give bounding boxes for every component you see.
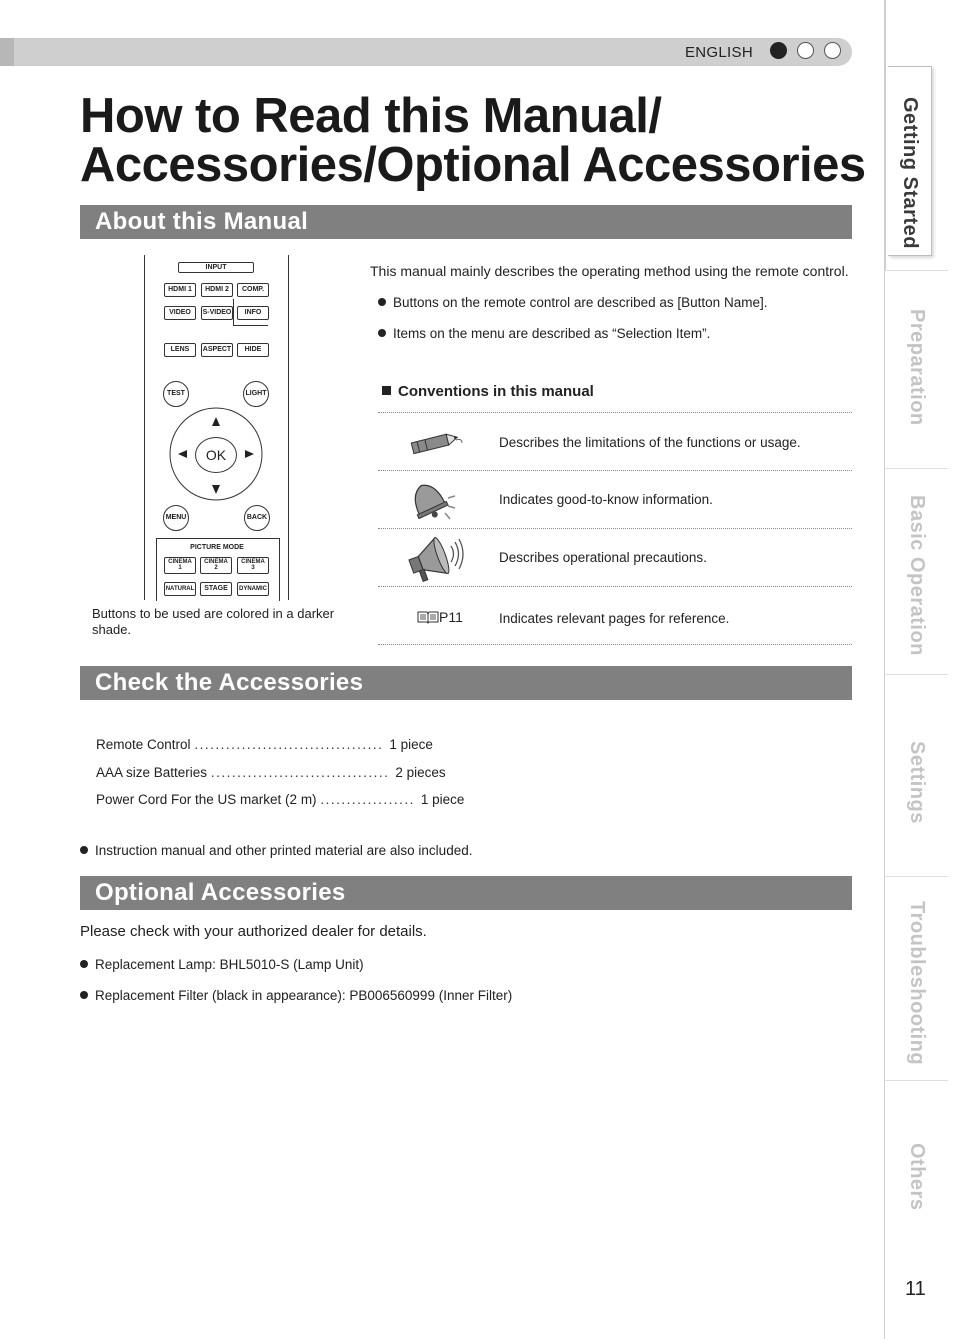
accessory-row: [96, 737, 546, 752]
optional-item-1-text: Replacement Lamp: BHL5010-S (Lamp Unit): [95, 957, 364, 972]
convention-text-2: Indicates good-to-know information.: [499, 492, 713, 507]
accessory-quantity: 1 piece: [389, 737, 433, 752]
section-heading-accessories: [80, 666, 852, 700]
conventions-divider: [378, 470, 852, 471]
remote-button-hdmi2: HDMI 2: [201, 283, 233, 297]
book-icon: [417, 610, 439, 624]
tab-basic-operation[interactable]: [884, 468, 948, 674]
pencil-icon: [406, 428, 466, 458]
cinema1-number: 1: [178, 565, 182, 571]
bullet-dot: [80, 991, 88, 999]
tab-settings-label: Settings: [906, 741, 928, 824]
conventions-heading-text: Conventions in this manual: [398, 383, 594, 400]
accessory-name: Remote Control: [96, 737, 191, 752]
remote-control-illustration: [144, 255, 289, 600]
optional-item-1: [80, 957, 364, 972]
accessories-note: [80, 843, 472, 858]
cinema3-number: 3: [251, 565, 255, 571]
remote-button-test: TEST: [163, 381, 189, 407]
optional-intro: Please check with your authorized dealer for details.: [80, 923, 427, 940]
bell-icon: [404, 476, 460, 522]
tab-preparation[interactable]: [884, 270, 948, 468]
optional-item-2: [80, 988, 512, 1003]
remote-picture-mode-label: PICTURE MODE: [190, 544, 244, 551]
remote-button-natural: NATURAL: [164, 582, 196, 596]
remote-caption: Buttons to be used are colored in a darker shade.: [92, 606, 335, 637]
remote-button-cinema1: [164, 557, 196, 574]
side-tab-strip: [884, 0, 954, 1339]
remote-button-comp: COMP.: [237, 283, 269, 297]
page-title-line-1: How to Read this Manual/: [80, 89, 662, 143]
tab-troubleshooting-label: Troubleshooting: [906, 901, 928, 1066]
leader-dots: ..................: [320, 792, 415, 807]
convention-text-4: Indicates relevant pages for reference.: [499, 611, 730, 626]
remote-button-svideo: S-VIDEO: [201, 306, 233, 320]
remote-button-dynamic: DYNAMIC: [237, 582, 269, 596]
cinema3-text: CINEMA: [241, 559, 265, 565]
indicator-dot-empty: [797, 42, 814, 59]
tab-getting-started[interactable]: [888, 66, 932, 256]
remote-button-info: INFO: [237, 306, 269, 320]
about-bullet-1-text: Buttons on the remote control are described as [Button Name].: [393, 295, 768, 310]
remote-button-hide: HIDE: [237, 343, 269, 357]
remote-button-lens: LENS: [164, 343, 196, 357]
section-heading-optional: [80, 876, 852, 910]
accessory-row: [96, 792, 546, 807]
remote-button-menu: MENU: [163, 505, 189, 531]
remote-button-stage: STAGE: [200, 582, 232, 596]
convention-text-1: Describes the limitations of the functions or usage.: [499, 435, 801, 450]
page-title: [80, 89, 866, 192]
about-bullet-1: [378, 295, 767, 310]
remote-button-light: LIGHT: [243, 381, 269, 407]
tab-preparation-label: Preparation: [906, 309, 928, 426]
bullet-dot: [80, 846, 88, 854]
conventions-divider: [378, 644, 852, 645]
about-bullet-2: [378, 326, 710, 341]
cinema2-text: CINEMA: [204, 559, 228, 565]
language-label: ENGLISH: [685, 44, 753, 61]
tab-others-label: Others: [906, 1143, 928, 1211]
conventions-divider: [378, 528, 852, 529]
language-bar: [0, 38, 852, 66]
conventions-divider: [378, 412, 852, 413]
about-intro: This manual mainly describes the operating method using the remote control.: [370, 263, 849, 279]
page-reference: [417, 609, 463, 625]
tab-basic-operation-label: Basic Operation: [906, 495, 928, 656]
remote-left-edge: [144, 255, 145, 600]
page-reference-label: P11: [439, 609, 463, 625]
accessory-row: [96, 765, 546, 780]
accessory-name: Power Cord For the US market (2 m): [96, 792, 317, 807]
tab-getting-started-label: Getting Started: [899, 97, 921, 249]
remote-button-back: BACK: [244, 505, 270, 531]
remote-button-video: VIDEO: [164, 306, 196, 320]
tab-settings[interactable]: [884, 674, 948, 876]
remote-right-edge: [288, 255, 289, 600]
section-heading-about: [80, 205, 852, 239]
bullet-dot: [378, 329, 386, 337]
section-heading-accessories-text: Check the Accessories: [95, 669, 364, 696]
page-title-line-2: Accessories/Optional Accessories: [80, 138, 866, 192]
remote-button-aspect: ASPECT: [201, 343, 233, 357]
page-number: 11: [905, 1278, 926, 1300]
remote-button-ok: OK: [195, 437, 237, 473]
indicator-dot-empty: [824, 42, 841, 59]
optional-item-2-text: Replacement Filter (black in appearance): PB006560999 (Inner Filter): [95, 988, 513, 1003]
cinema1-text: CINEMA: [168, 559, 192, 565]
remote-input-label: INPUT: [178, 262, 254, 273]
accessory-quantity: 1 piece: [420, 792, 465, 807]
leader-dots: ..................................: [210, 765, 390, 780]
square-bullet-icon: [382, 386, 391, 395]
tab-troubleshooting[interactable]: [884, 876, 948, 1080]
section-heading-optional-text: Optional Accessories: [95, 879, 346, 906]
remote-button-cinema2: [200, 557, 232, 574]
accessory-quantity: 2 pieces: [395, 765, 446, 780]
bullet-dot: [80, 960, 88, 968]
cinema2-number: 2: [214, 565, 218, 571]
remote-button-cinema3: [237, 557, 269, 574]
remote-button-hdmi1: HDMI 1: [164, 283, 196, 297]
convention-text-3: Describes operational precautions.: [499, 550, 707, 565]
about-bullet-2-text: Items on the menu are described as “Selection Item”.: [393, 326, 711, 341]
conventions-divider: [378, 586, 852, 587]
indicator-dot-filled: [770, 42, 787, 59]
conventions-heading: [382, 383, 594, 400]
accessories-note-text: Instruction manual and other printed material are also included.: [95, 843, 473, 858]
section-heading-about-text: About this Manual: [95, 208, 309, 235]
bullet-dot: [378, 298, 386, 306]
megaphone-icon: [404, 534, 464, 584]
language-bar-stub: [0, 38, 14, 66]
leader-dots: ....................................: [194, 737, 384, 752]
accessory-name: AAA size Batteries: [96, 765, 208, 780]
